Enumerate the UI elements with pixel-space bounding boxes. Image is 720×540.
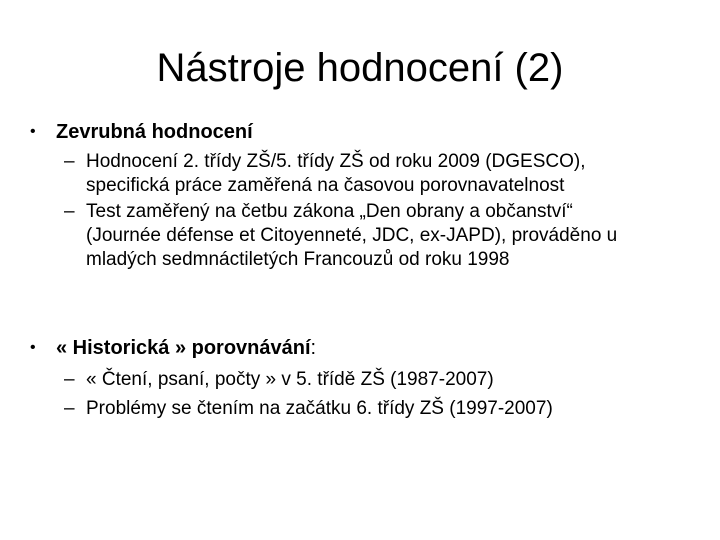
dash-icon: – (64, 398, 75, 419)
sub-item-line: « Čtení, psaní, počty » v 5. třídě ZŠ (1987-2007) (86, 369, 494, 390)
bullet-item (0, 120, 720, 144)
dash-icon: – (64, 151, 75, 172)
section-heading: Zevrubná hodnocení (56, 121, 253, 143)
bullet-icon: • (30, 123, 36, 140)
dash-icon: – (64, 369, 75, 390)
slide-title: Nástroje hodnocení (2) (156, 46, 564, 90)
sub-item-line: Problémy se čtením na začátku 6. třídy ZŠ (1997-2007) (86, 398, 553, 419)
sub-item (0, 368, 720, 392)
sub-item-line: mladých sedmnáctiletých Francouzů od roku 1998 (86, 249, 510, 270)
section-heading-suffix: : (310, 337, 317, 359)
dash-icon: – (64, 201, 75, 222)
sub-item-line: specifická práce zaměřená na časovou porovnavatelnost (86, 175, 565, 196)
section-historical-comparisons (0, 336, 720, 421)
sub-item (0, 200, 720, 272)
sub-item-line: Hodnocení 2. třídy ZŠ/5. třídy ZŠ od roku 2009 (DGESCO), (86, 151, 586, 172)
bullet-item (0, 336, 720, 360)
bullet-icon: • (30, 339, 36, 356)
sub-item-line: Test zaměřený na četbu zákona „Den obrany a občanství“ (86, 201, 573, 222)
sub-item (0, 397, 720, 421)
sub-item-line: (Journée défense et Citoyenneté, JDC, ex-JAPD), prováděno u (86, 225, 618, 246)
section-detailed-assessments (0, 120, 720, 272)
sub-item (0, 150, 720, 198)
section-heading: « Historická » porovnávání (56, 337, 311, 359)
